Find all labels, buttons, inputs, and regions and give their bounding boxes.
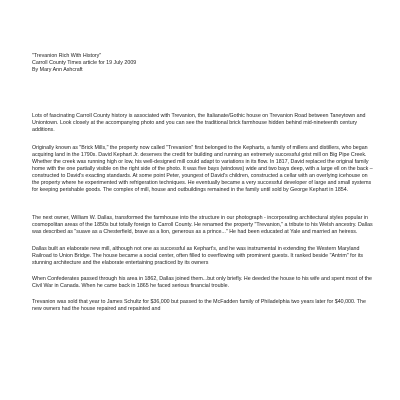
article-title: "Trevanion Rich With History" [32,53,102,59]
paragraph: Lots of fascinating Carroll County history is associated with Trevanion, the Italianate/Gothic house on Trevanion Road between Taneytown and Uniontown. Look closely at the accompanying photo and you can see the traditional brick farmhouse hidden behind mid-nineteenth century additions. [32,113,366,134]
paragraph: Originally known as "Brick Mills," the property now called "Trevanion" first belonged to the Kepharts, a family of millers and distillers, who began acquiring land in the 1790s. David Kephart Jr. deserves the credit for building and running an extremely successful grist mill on Big Pipe Creek. Whether the creek was running high or low, his well-designed mill could adapt to variations in its flow. In 1817, David replaced the original family home with the one partially visible on the right side of the photo. It was five bays (windows) wide and two bays deep, with a large ell on the back – constructed to David's exacting standards. At some point Peter, youngest of David's children, constructed a cellar with an overlying icehouse on the property where he experimented with refrigeration techniques. He eventually became a very successful developer of large and small systems for keeping perishable goods. The complex of mill, house and outbuildings remained in the family until sold by George Kephart in 1854. [32,144,373,194]
paragraph: When Confederates passed through his area in 1862, Dallas joined them...but only briefly. He deeded the house to his wife and spent most of the Civil War in Canada. When he came back in 1865 he faced serious financial trouble. [32,275,372,289]
paragraph: Dallas built an elaborate new mill, although not one as successful as Kephart's, and he was instrumental in extending the Western Maryland Railroad to Union Bridge. The house became a social center, often filled to overflowing with prominent guests. It ranked beside "Antrim" for its stunning architecture and the elaborate entertaining practiced by its owners [32,245,364,266]
article-source: Carroll County Times article for 19 July 2009 [32,60,137,67]
article-header [32,53,376,74]
article-body [32,0,376,313]
article-byline: By Mary Ann Ashcraft [32,67,83,74]
paragraph: The next owner, William W. Dallas, transformed the farmhouse into the structure in our photograph - incorporating architectural styles popular in cosmopolitan areas of the 1850s but totally foreign to Carroll County. He renamed the property "Trevanion," a tribute to his Welsh ancestry. Dallas was described as "suave as a Chesterfield, brave as a lion, generous as a prince..." He had been educated at Yale and married an heiress. [32,215,373,236]
paragraph: Trevanion was sold that year to James Schultz for $36,000 but passed to the McFadden family of Philadelphia two years later for $40,000. The new owners had the house repaired and repainted and [32,298,366,313]
